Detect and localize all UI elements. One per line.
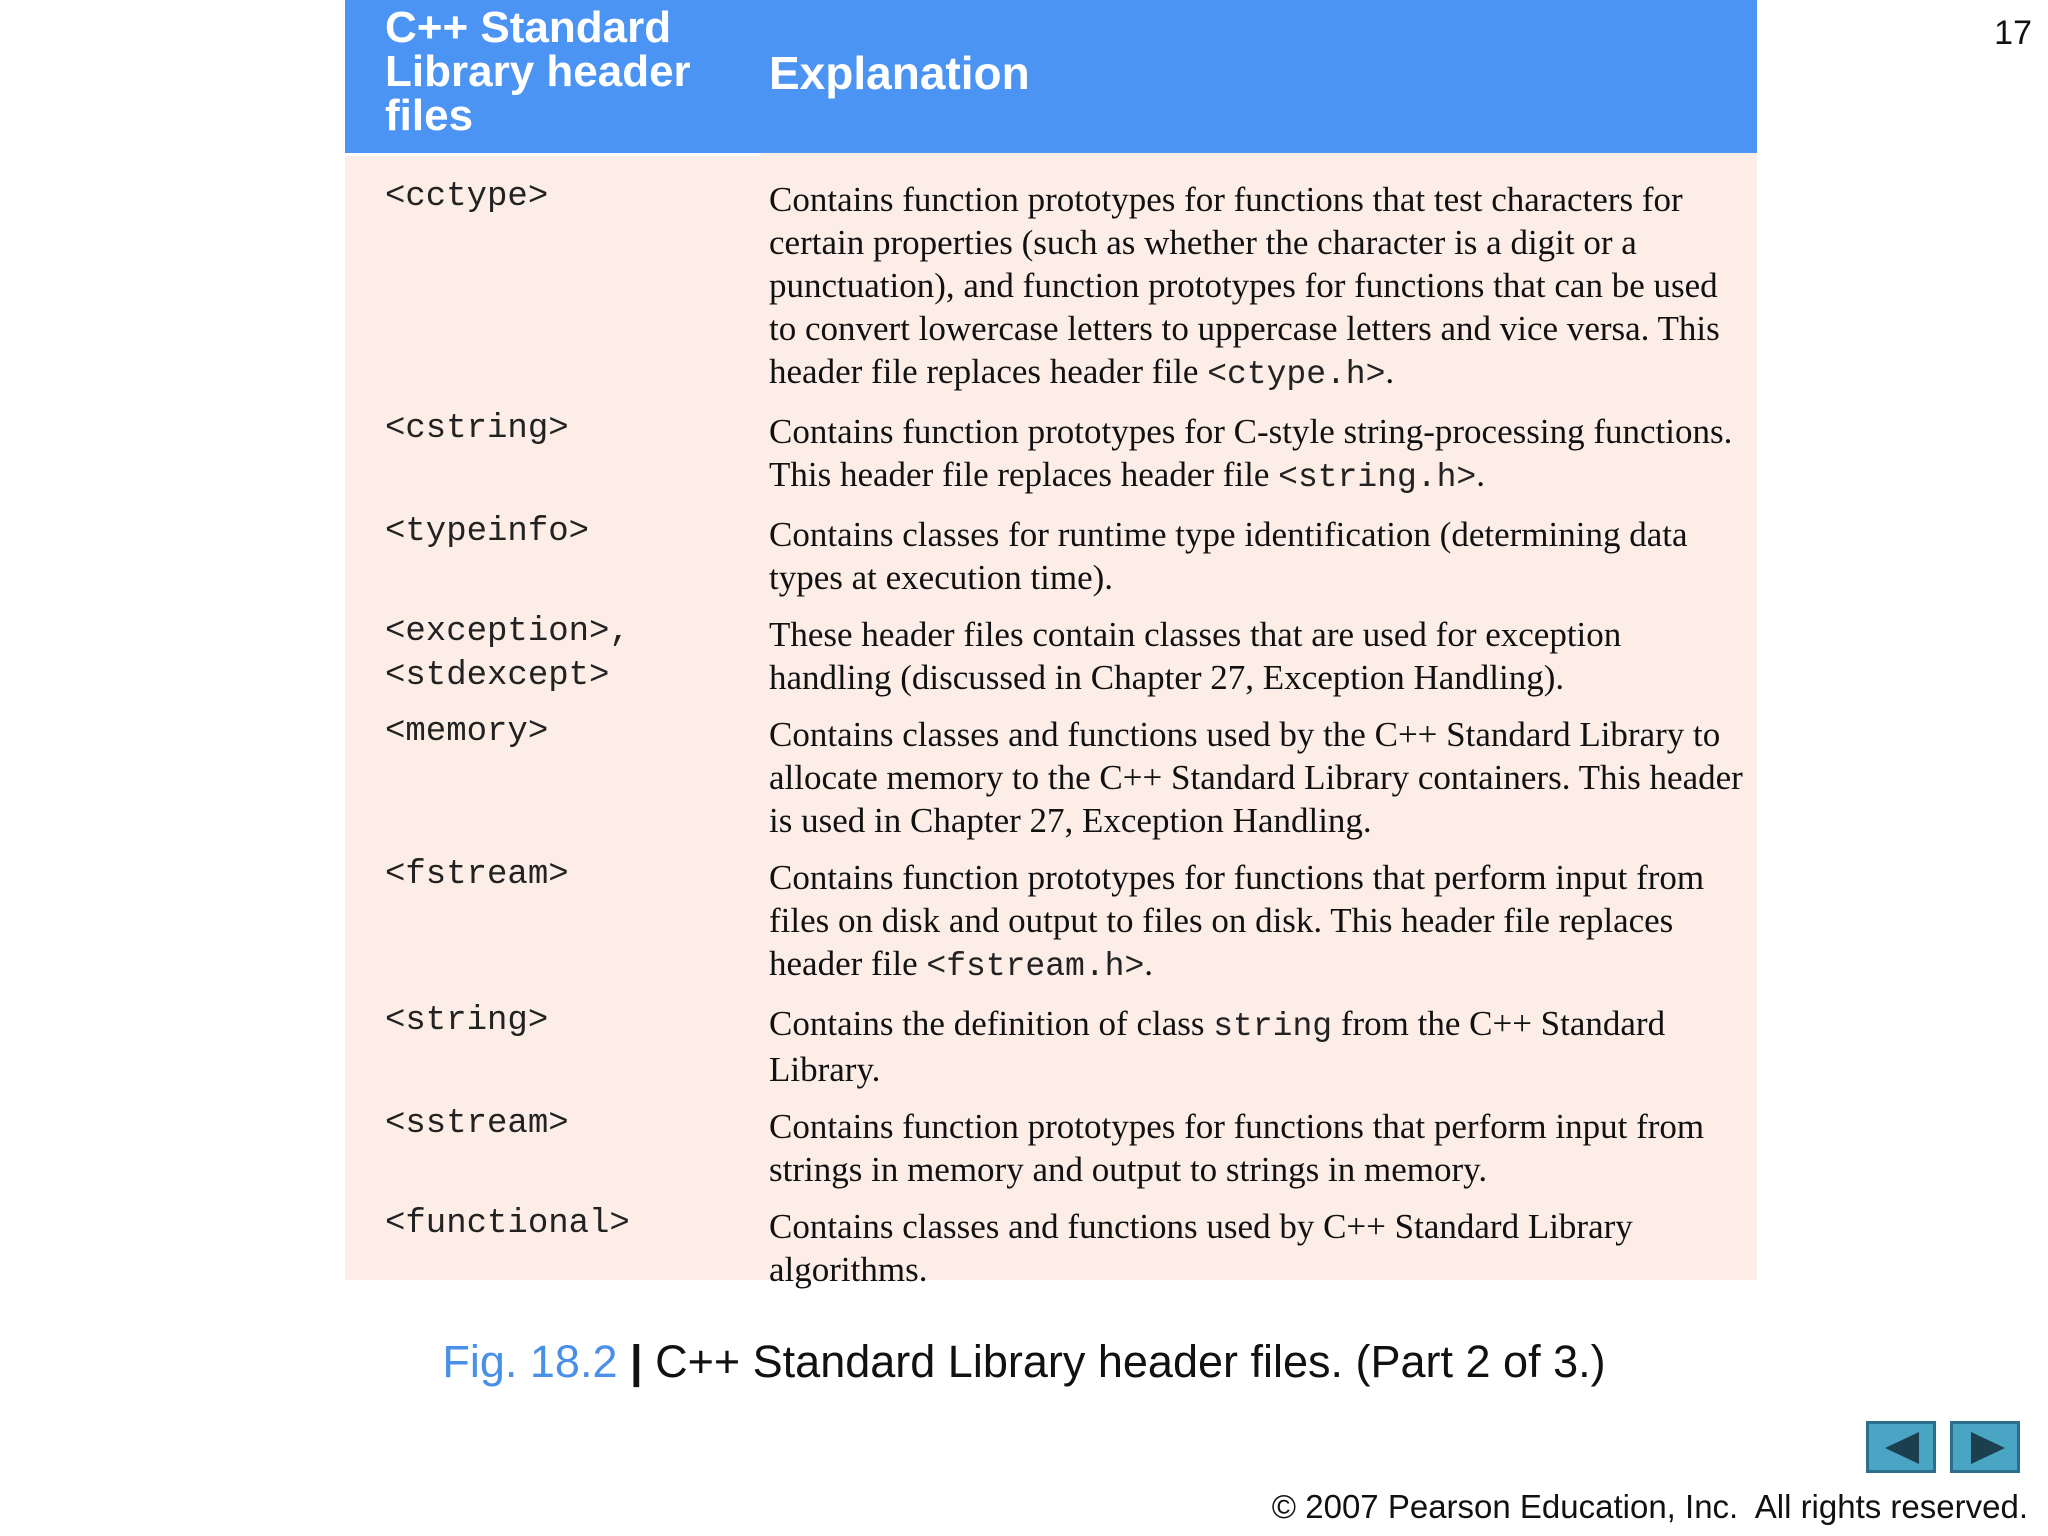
explanation-code: string xyxy=(1213,1008,1333,1045)
header-file-explanation xyxy=(769,613,1749,699)
caption-text: C++ Standard Library header files. (Part 2 of 3.) xyxy=(655,1336,1606,1387)
table-row xyxy=(345,713,1757,842)
explanation-text: Contains classes and functions used by the C++ Standard Library to allocate memory to the C++ Standard Library containers. This header is used in Chapter 27, Exception Handling. xyxy=(769,715,1743,840)
header-file-name: <functional> xyxy=(385,1205,630,1243)
explanation-tail: . xyxy=(1385,352,1395,391)
header-file-name: <cstring> xyxy=(385,410,569,448)
column-header-explanation: Explanation xyxy=(769,47,1030,99)
header-file-name: <typeinfo> xyxy=(385,513,590,551)
header-file-explanation xyxy=(769,178,1749,396)
header-file-explanation xyxy=(769,713,1749,842)
table-row xyxy=(345,1002,1757,1091)
explanation-code: <string.h> xyxy=(1278,459,1477,496)
header-file-explanation xyxy=(769,1002,1749,1091)
triangle-left-icon xyxy=(1885,1432,1919,1464)
header-file-explanation xyxy=(769,1205,1749,1291)
figure-caption xyxy=(0,1336,2048,1388)
copyright-notice: © 2007 Pearson Education, Inc. All rights reserved. xyxy=(1271,1488,2028,1525)
explanation-text: These header files contain classes that are used for exception handling (discussed in Chapter 27, Exception Handling). xyxy=(769,615,1622,697)
table-row xyxy=(345,1205,1757,1291)
explanation-text: Contains function prototypes for functions that test characters for certain properties (such as whether the character is a digit or a punctuation), and function prototypes for functions that can be used to convert lowercase letters to uppercase letters and vice versa. This header file replaces header file xyxy=(769,180,1720,391)
table-row xyxy=(345,513,1757,599)
header-file-name: <fstream> xyxy=(385,856,569,894)
next-slide-button[interactable] xyxy=(1950,1421,2020,1473)
explanation-text: Contains function prototypes for functions that perform input from strings in memory and output to strings in memory. xyxy=(769,1107,1705,1189)
explanation-code: <ctype.h> xyxy=(1207,356,1386,393)
figure-label: Fig. 18.2 xyxy=(442,1336,618,1387)
explanation-code: <fstream.h> xyxy=(926,948,1145,985)
header-file-explanation xyxy=(769,856,1749,988)
explanation-text: Contains function prototypes for C-style string-processing functions. This header file replaces header file xyxy=(769,412,1733,494)
table-row xyxy=(345,410,1757,499)
slide-number: 17 xyxy=(1994,14,2032,52)
explanation-text: Contains the definition of class xyxy=(769,1004,1214,1043)
explanation-text: Contains function prototypes for functions that perform input from files on disk and output to files on disk. This header file replaces header file xyxy=(769,858,1705,983)
triangle-right-icon xyxy=(1971,1432,2005,1464)
header-file-name: <sstream> xyxy=(385,1105,569,1143)
table-row xyxy=(345,856,1757,988)
explanation-tail: . xyxy=(1144,944,1153,983)
table-header xyxy=(345,0,1757,153)
header-divider xyxy=(345,153,760,156)
explanation-text: Contains classes for runtime type identification (determining data types at execution time). xyxy=(769,515,1688,597)
header-file-explanation xyxy=(769,410,1749,499)
explanation-tail: from the C++ Standard Library. xyxy=(769,1004,1666,1089)
header-file-name: <exception>, <stdexcept> xyxy=(385,613,630,695)
table-row xyxy=(345,613,1757,699)
explanation-text: Contains classes and functions used by C++ Standard Library algorithms. xyxy=(769,1207,1633,1289)
table-row xyxy=(345,1105,1757,1191)
header-file-explanation xyxy=(769,513,1749,599)
explanation-tail: . xyxy=(1476,455,1485,494)
header-files-table xyxy=(345,0,1757,1289)
header-file-explanation xyxy=(769,1105,1749,1191)
table-body xyxy=(345,178,1757,1305)
table-row xyxy=(345,178,1757,396)
caption-separator: | xyxy=(630,1336,643,1387)
header-file-name: <string> xyxy=(385,1002,549,1040)
column-header-header-files: C++ Standard Library header files xyxy=(385,3,691,140)
header-file-name: <cctype> xyxy=(385,178,549,216)
header-file-name: <memory> xyxy=(385,713,549,751)
previous-slide-button[interactable] xyxy=(1866,1421,1936,1473)
